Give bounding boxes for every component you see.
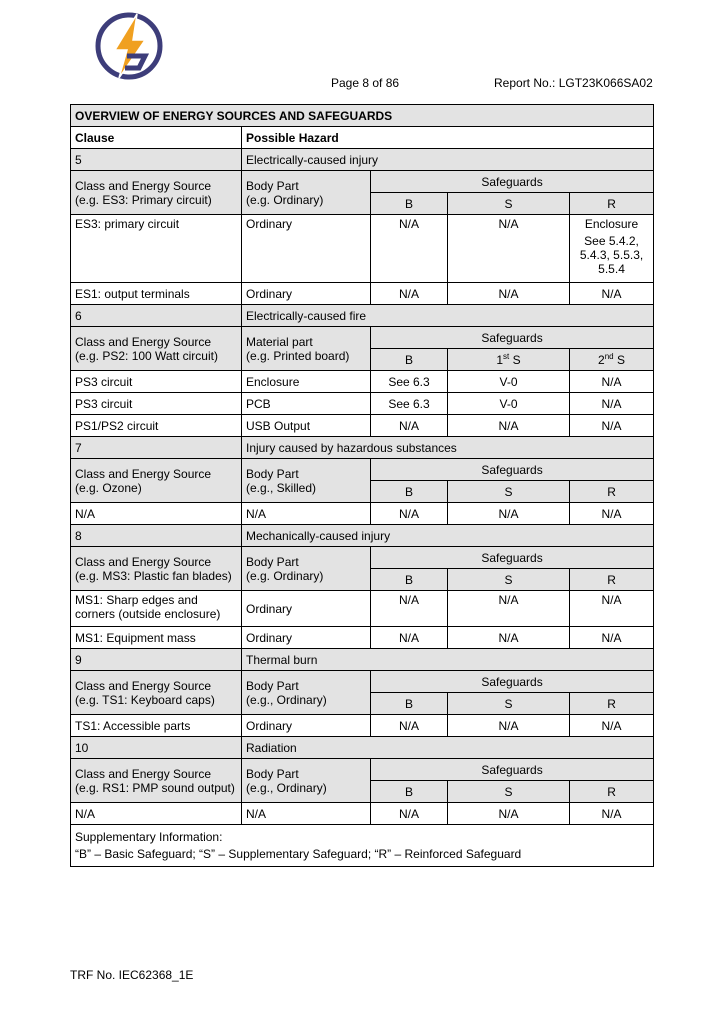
col-b: B <box>371 693 448 715</box>
class-energy-header: Class and Energy Source (e.g. RS1: PMP sound output) <box>71 759 242 803</box>
body-part-header: Body Part (e.g., Skilled) <box>242 459 371 503</box>
energy-source: N/A <box>71 803 242 825</box>
safeguard-2nd-s: N/A <box>570 393 654 415</box>
energy-source: N/A <box>71 503 242 525</box>
safeguard-2nd-s: N/A <box>570 371 654 393</box>
safeguard-1st-s: V-0 <box>448 371 570 393</box>
body-part: Ordinary <box>242 591 371 627</box>
section-row <box>71 525 654 547</box>
class-energy-header: Class and Energy Source (e.g. MS3: Plastic fan blades) <box>71 547 242 591</box>
safeguard-r: N/A <box>570 715 654 737</box>
body-part: Ordinary <box>242 215 371 283</box>
safeguard-b: N/A <box>371 503 448 525</box>
safeguard-1st-s: V-0 <box>448 393 570 415</box>
safeguard-s: N/A <box>448 503 570 525</box>
safeguard-b: N/A <box>371 215 448 283</box>
safeguard-s: N/A <box>448 803 570 825</box>
safeguard-s: N/A <box>448 715 570 737</box>
section-row <box>71 737 654 759</box>
section-row <box>71 649 654 671</box>
col-s: S <box>448 481 570 503</box>
section-number: 8 <box>71 525 242 547</box>
section-hazard: Thermal burn <box>242 649 654 671</box>
section-number: 7 <box>71 437 242 459</box>
safeguard-b: See 6.3 <box>371 371 448 393</box>
energy-source: MS1: Equipment mass <box>71 627 242 649</box>
safeguard-2nd-s: N/A <box>570 415 654 437</box>
safeguard-b: N/A <box>371 627 448 649</box>
col-r: R <box>570 193 654 215</box>
page-number: Page 8 of 86 <box>331 76 400 90</box>
section-number: 6 <box>71 305 242 327</box>
table-title: OVERVIEW OF ENERGY SOURCES AND SAFEGUARDS <box>71 105 654 127</box>
col-b: B <box>371 193 448 215</box>
body-part: N/A <box>242 803 371 825</box>
safeguard-b: N/A <box>371 715 448 737</box>
col-r: R <box>570 481 654 503</box>
table-row <box>71 415 654 437</box>
supplementary-info <box>71 825 654 867</box>
class-energy-header: Class and Energy Source (e.g. PS2: 100 Watt circuit) <box>71 327 242 371</box>
body-part: Ordinary <box>242 283 371 305</box>
safeguard-r: N/A <box>570 503 654 525</box>
safeguard-s: N/A <box>448 627 570 649</box>
safeguard-b: N/A <box>371 283 448 305</box>
table-row <box>71 503 654 525</box>
report-number: Report No.: LGT23K066SA02 <box>494 76 653 90</box>
col-r: R <box>570 569 654 591</box>
class-energy-header: Class and Energy Source (e.g. ES3: Primary circuit) <box>71 171 242 215</box>
section-number: 5 <box>71 149 242 171</box>
table-row <box>71 715 654 737</box>
material-part-header: Material part (e.g. Printed board) <box>242 327 371 371</box>
col-s: S <box>448 193 570 215</box>
energy-source: ES1: output terminals <box>71 283 242 305</box>
section-number: 10 <box>71 737 242 759</box>
safeguards-header: Safeguards <box>371 171 654 193</box>
section-hazard: Injury caused by hazardous substances <box>242 437 654 459</box>
supplementary-title: Supplementary Information: <box>75 830 223 844</box>
section-row <box>71 437 654 459</box>
table-row <box>71 393 654 415</box>
safeguard-b: N/A <box>371 591 448 627</box>
section-row <box>71 305 654 327</box>
safeguard-s: N/A <box>448 591 570 627</box>
safeguard-b: N/A <box>371 803 448 825</box>
section-hazard: Electrically-caused fire <box>242 305 654 327</box>
col-r: R <box>570 781 654 803</box>
col-b: B <box>371 349 448 371</box>
col-s: S <box>448 781 570 803</box>
table-row <box>71 591 654 627</box>
safeguard-r: N/A <box>570 283 654 305</box>
body-part: Ordinary <box>242 715 371 737</box>
energy-source: PS3 circuit <box>71 393 242 415</box>
col-2nd-s: 2nd S <box>570 349 654 371</box>
clause-header: Clause <box>71 127 242 149</box>
safeguard-r: N/A <box>570 803 654 825</box>
safeguard-r: Enclosure See 5.4.2, 5.4.3, 5.5.3, 5.5.4 <box>570 215 654 283</box>
energy-source: MS1: Sharp edges and corners (outside enclosure) <box>71 591 242 627</box>
section-hazard: Mechanically-caused injury <box>242 525 654 547</box>
energy-source: ES3: primary circuit <box>71 215 242 283</box>
energy-source: PS3 circuit <box>71 371 242 393</box>
safeguard-b: See 6.3 <box>371 393 448 415</box>
section-hazard: Radiation <box>242 737 654 759</box>
safeguard-r: N/A <box>570 627 654 649</box>
col-b: B <box>371 569 448 591</box>
body-part: N/A <box>242 503 371 525</box>
body-part-header: Body Part (e.g. Ordinary) <box>242 547 371 591</box>
col-s: S <box>448 569 570 591</box>
section-number: 9 <box>71 649 242 671</box>
class-energy-header: Class and Energy Source (e.g. TS1: Keyboard caps) <box>71 671 242 715</box>
safeguards-header: Safeguards <box>371 459 654 481</box>
safeguard-s: N/A <box>448 215 570 283</box>
table-row <box>71 215 654 283</box>
trf-number: TRF No. IEC62368_1E <box>70 968 194 982</box>
body-part: Ordinary <box>242 627 371 649</box>
section-hazard: Electrically-caused injury <box>242 149 654 171</box>
table-row <box>71 627 654 649</box>
material-part: Enclosure <box>242 371 371 393</box>
section-row <box>71 149 654 171</box>
col-r: R <box>570 693 654 715</box>
table-row <box>71 283 654 305</box>
energy-source: TS1: Accessible parts <box>71 715 242 737</box>
material-part: USB Output <box>242 415 371 437</box>
body-part-header: Body Part (e.g., Ordinary) <box>242 671 371 715</box>
safeguards-header: Safeguards <box>371 759 654 781</box>
col-b: B <box>371 481 448 503</box>
col-1st-s: 1st S <box>448 349 570 371</box>
body-part-header: Body Part (e.g., Ordinary) <box>242 759 371 803</box>
safeguards-header: Safeguards <box>371 671 654 693</box>
table-row <box>71 803 654 825</box>
safeguard-1st-s: N/A <box>448 415 570 437</box>
safeguard-r-detail: See 5.4.2, 5.4.3, 5.5.3, 5.5.4 <box>579 234 644 276</box>
body-part-header: Body Part (e.g. Ordinary) <box>242 171 371 215</box>
supplementary-text: “B” – Basic Safeguard; “S” – Supplementary Safeguard; “R” – Reinforced Safeguard <box>75 847 522 861</box>
table-row <box>71 371 654 393</box>
hazard-header: Possible Hazard <box>242 127 654 149</box>
safeguards-header: Safeguards <box>371 327 654 349</box>
energy-source: PS1/PS2 circuit <box>71 415 242 437</box>
energy-sources-table <box>70 104 654 867</box>
class-energy-header: Class and Energy Source (e.g. Ozone) <box>71 459 242 503</box>
col-s: S <box>448 693 570 715</box>
material-part: PCB <box>242 393 371 415</box>
safeguards-header: Safeguards <box>371 547 654 569</box>
safeguard-b: N/A <box>371 415 448 437</box>
safeguard-r: N/A <box>570 591 654 627</box>
col-b: B <box>371 781 448 803</box>
company-logo <box>93 10 165 82</box>
safeguard-s: N/A <box>448 283 570 305</box>
